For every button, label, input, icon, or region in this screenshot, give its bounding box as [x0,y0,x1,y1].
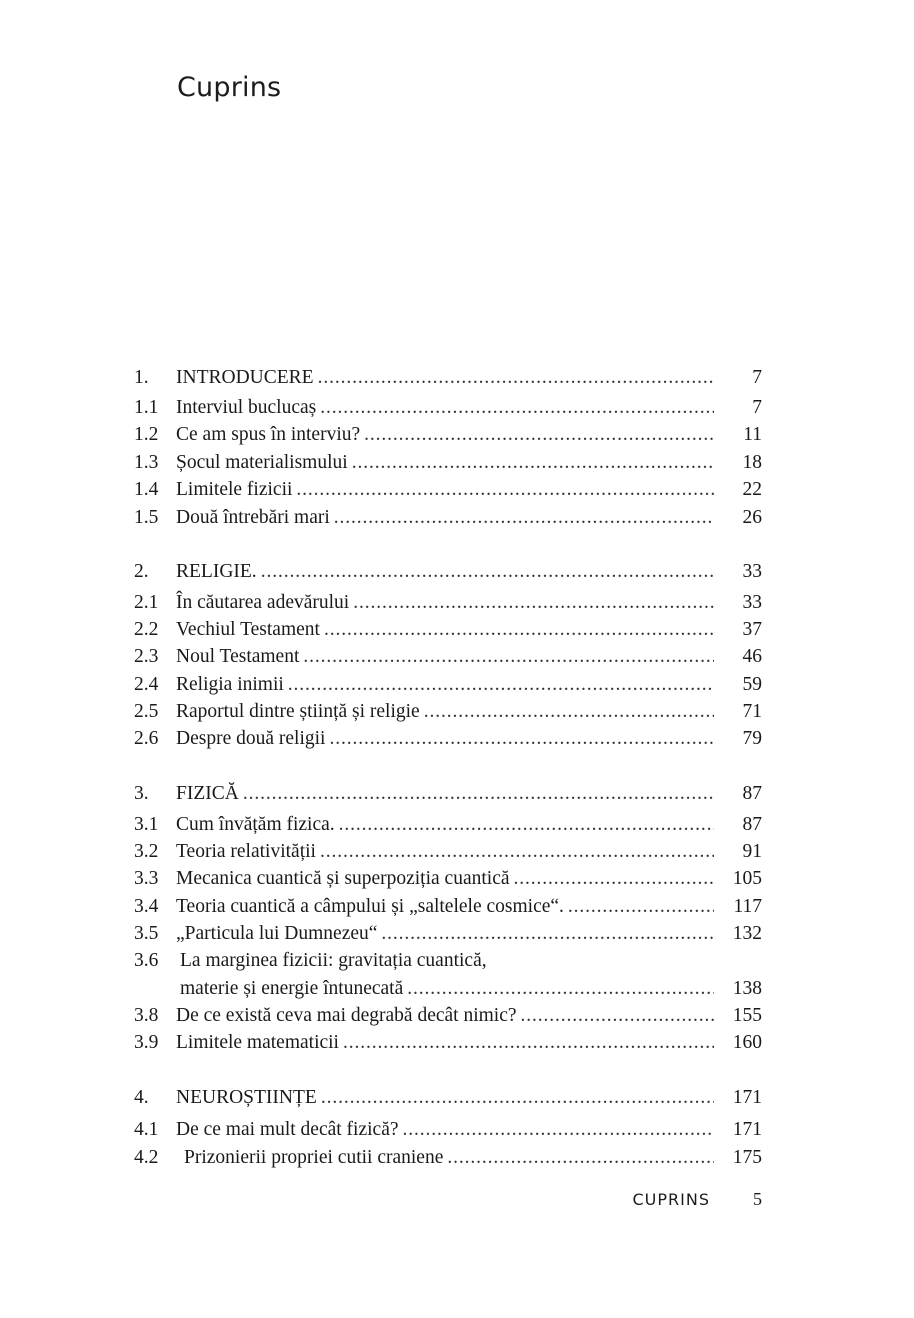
toc-entry[interactable] [134,840,762,864]
toc-entry-title: Șocul materialismului [176,452,348,473]
toc-entry[interactable] [134,1031,762,1055]
toc-dot-leader [288,673,714,697]
toc-entry[interactable] [134,618,762,642]
toc-dot-leader [334,506,714,530]
toc-entry-page: 117 [733,896,762,917]
toc-entry[interactable] [134,813,762,837]
toc-entry-number: 2.2 [134,619,159,640]
toc-entry-page: 171 [732,1087,762,1108]
toc-entry-page: 87 [742,814,762,835]
toc-entry-page: 7 [752,367,762,388]
toc-entry-title: Teoria relativității [176,841,316,862]
toc-entry-title: materie și energie întunecată [180,978,404,999]
toc-dot-leader [324,618,714,642]
toc-entry-page: 46 [742,646,762,667]
toc-entry-number: 3.6 [134,950,159,971]
toc-entry[interactable] [134,506,762,530]
toc-entry-title: Noul Testament [176,646,300,667]
toc-entry-title: Ce am spus în interviu? [176,424,361,445]
toc-entry-number: 2.3 [134,646,159,667]
toc-entry-page: 132 [732,923,762,944]
toc-entry[interactable] [134,949,762,973]
toc-entry[interactable] [134,895,762,919]
toc-entry[interactable] [134,478,762,502]
toc-entry-title: Despre două religii [176,728,326,749]
toc-entry-title: În căutarea adevărului [176,592,350,613]
toc-entry-page: 171 [732,1119,762,1140]
toc-entry-number: 4. [134,1087,149,1108]
toc-entry-number: 3.3 [134,868,159,889]
toc-entry-number: 2.1 [134,592,159,613]
toc-entry-number: 3.9 [134,1032,159,1053]
toc-dot-leader [424,700,714,724]
toc-dot-leader [339,813,714,837]
toc-dot-leader [353,591,714,615]
toc-entry-title: NEUROȘTIINȚE [176,1087,317,1108]
toc-entry-title: Prizonierii propriei cutii craniene [184,1147,444,1168]
toc-entry-title: INTRODUCERE [176,367,314,388]
toc-entry-page: 138 [732,978,762,999]
toc-entry[interactable] [134,1004,762,1028]
toc-entry-number: 3.2 [134,841,159,862]
toc-entry-page: 22 [742,479,762,500]
page-footer [560,1189,762,1210]
toc-entry-number: 2.5 [134,701,159,722]
toc-entry-number: 1. [134,367,149,388]
toc-entry-title: RELIGIE. [176,561,257,582]
running-header: CUPRINS [632,1190,710,1209]
toc-entry-title: Vechiul Testament [176,619,320,640]
toc-dot-leader [318,366,714,390]
toc-entry[interactable] [134,1086,762,1110]
toc-dot-leader [261,560,714,584]
toc-dot-leader [364,423,714,447]
toc-entry-number: 1.5 [134,507,159,528]
toc-dot-leader [352,451,714,475]
toc-entry-number: 2.6 [134,728,159,749]
toc-entry[interactable] [134,700,762,724]
toc-entry-page: 87 [742,783,762,804]
toc-entry-title: Interviul buclucaș [176,397,317,418]
toc-entry-number: 3.1 [134,814,159,835]
toc-entry-number: 1.3 [134,452,159,473]
toc-entry[interactable] [134,560,762,584]
toc-entry-page: 18 [742,452,762,473]
toc-entry-title: Mecanica cuantică și superpoziția cuantică [176,868,510,889]
toc-entry[interactable] [134,591,762,615]
toc-entry[interactable] [134,922,762,946]
toc-entry-number: 3.5 [134,923,159,944]
toc-entry[interactable] [134,423,762,447]
toc-entry-title: De ce există ceva mai degrabă decât nimic? [176,1005,517,1026]
toc-entry[interactable] [134,727,762,751]
toc-entry-title: La marginea fizicii: gravitația cuantică, [180,950,487,971]
toc-dot-leader [447,1146,714,1170]
toc-entry[interactable] [134,782,762,806]
toc-entry-title: Raportul dintre știință și religie [176,701,420,722]
toc-entry-title: Două întrebări mari [176,507,330,528]
toc-entry-title: Religia inimii [176,674,284,695]
toc-entry-page: 71 [742,701,762,722]
toc-entry-title: Limitele fizicii [176,479,293,500]
toc-entry-page: 33 [742,561,762,582]
toc-entry-title: Teoria cuantică a câmpului și „saltelele cosmice“. [176,896,564,917]
toc-entry[interactable] [134,1118,762,1142]
toc-dot-leader [343,1031,714,1055]
toc-dot-leader [381,922,714,946]
toc-entry-number: 3.4 [134,896,159,917]
toc-dot-leader [329,727,714,751]
toc-dot-leader [243,782,714,806]
toc-entry-page: 33 [742,592,762,613]
toc-entry-number: 1.1 [134,397,159,418]
toc-entry-number: 4.1 [134,1119,159,1140]
toc-entry[interactable] [134,366,762,390]
toc-dot-leader [521,1004,714,1028]
toc-entry[interactable] [134,645,762,669]
toc-entry-page: 59 [742,674,762,695]
toc-dot-leader [514,867,715,891]
toc-entry-number: 3.8 [134,1005,159,1026]
toc-entry-page: 105 [732,868,762,889]
toc-entry-number: 2. [134,561,149,582]
toc-entry-number: 2.4 [134,674,159,695]
toc-dot-leader [403,1118,715,1142]
toc-entry-page: 26 [742,507,762,528]
toc-entry-title: „Particula lui Dumnezeu“ [176,923,378,944]
toc-entry-title: De ce mai mult decât fizică? [176,1119,399,1140]
toc-entry[interactable] [134,867,762,891]
toc-dot-leader [321,1086,714,1110]
toc-entry-page: 37 [742,619,762,640]
toc-entry-number: 1.4 [134,479,159,500]
toc-dot-leader [320,840,714,864]
toc-dot-leader [407,977,714,1001]
toc-entry[interactable] [134,1146,762,1170]
page-number: 5 [753,1189,762,1209]
toc-entry-page: 160 [732,1032,762,1053]
toc-entry-title: FIZICĂ [176,783,239,804]
toc-entry-page: 91 [742,841,762,862]
toc-entry-page: 175 [732,1147,762,1168]
toc-entry[interactable] [134,396,762,420]
toc-entry[interactable] [134,451,762,475]
toc-entry-page: 155 [732,1005,762,1026]
toc-entry-page: 11 [743,424,762,445]
toc-entry-continuation[interactable] [134,977,762,1001]
toc-entry-title: Limitele matematicii [176,1032,339,1053]
toc-dot-leader [296,478,714,502]
toc-dot-leader [320,396,714,420]
toc-entry-title: Cum învățăm fizica. [176,814,335,835]
toc-entry[interactable] [134,673,762,697]
toc-entry-number: 1.2 [134,424,159,445]
toc-entry-number: 4.2 [134,1147,159,1168]
toc-dot-leader [568,895,714,919]
toc-entry-page: 79 [742,728,762,749]
toc-entry-page: 7 [752,397,762,418]
toc-dot-leader [303,645,714,669]
page-title: Cuprins [177,72,282,103]
toc-entry-number: 3. [134,783,149,804]
